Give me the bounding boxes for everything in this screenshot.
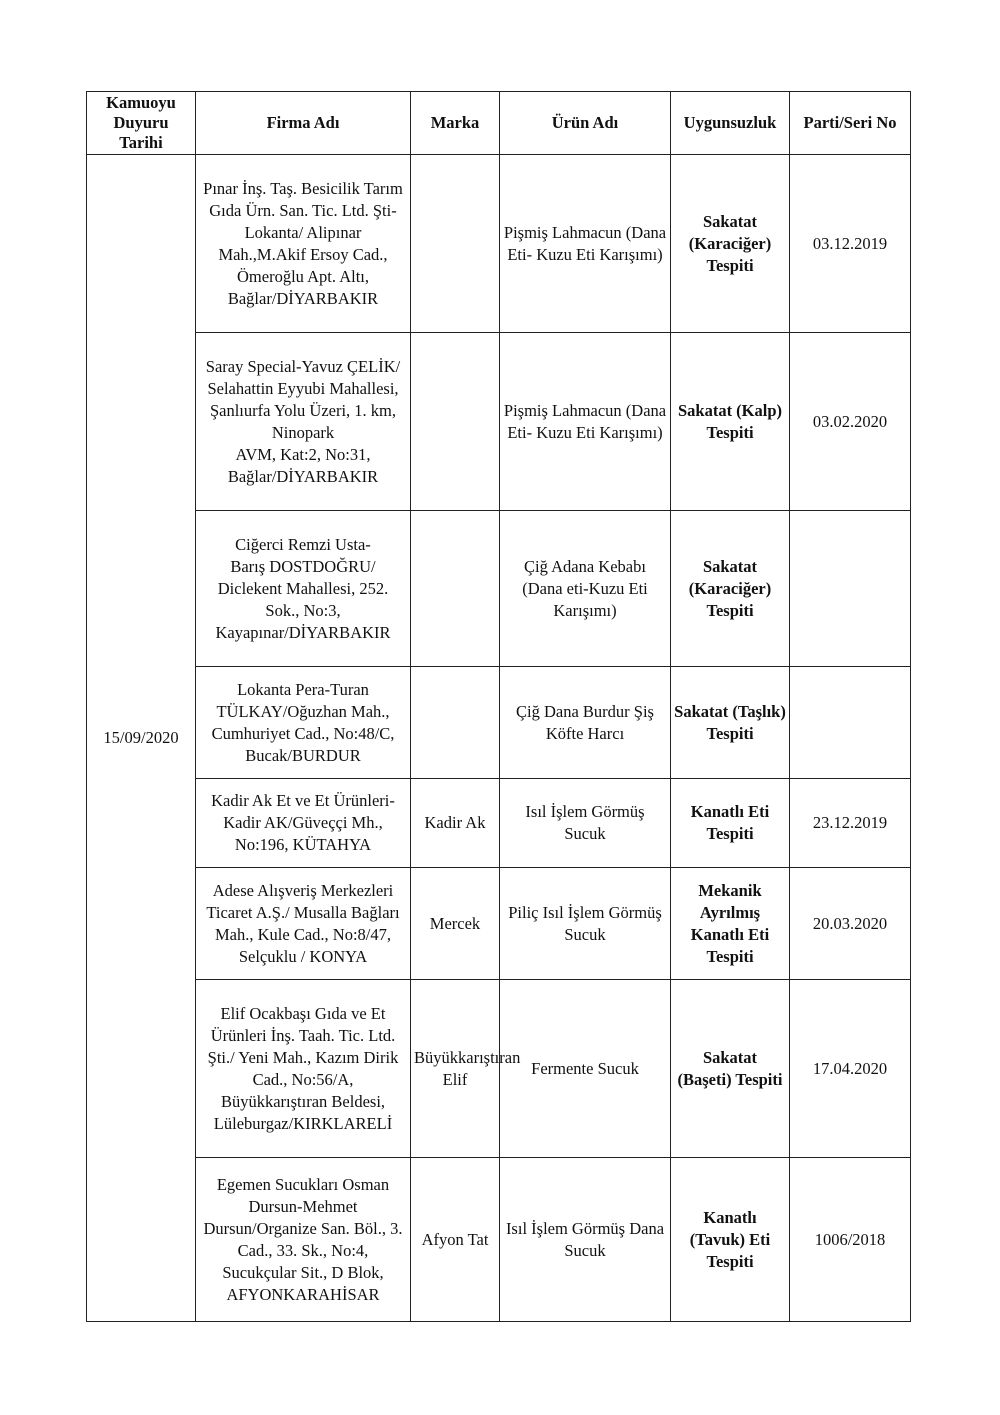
table-row <box>87 980 911 1158</box>
table-row <box>87 333 911 511</box>
brand-cell: Kadir Ak <box>411 779 500 868</box>
brand-cell <box>411 333 500 511</box>
product-cell: Fermente Sucuk <box>500 980 671 1158</box>
firm-cell: Lokanta Pera-Turan TÜLKAY/Oğuzhan Mah., Cumhuriyet Cad., No:48/C, Bucak/BURDUR <box>196 667 411 779</box>
table-row <box>87 868 911 980</box>
brand-cell: Afyon Tat <box>411 1158 500 1322</box>
header-nonconformity: Uygunsuzluk <box>671 92 790 155</box>
table-row <box>87 1158 911 1322</box>
firm-cell: Egemen Sucukları Osman Dursun-Mehmet Dursun/Organize San. Böl., 3. Cad., 33. Sk., No:4, Sucukçular Sit., D Blok, AFYONKARAHİSAR <box>196 1158 411 1322</box>
product-cell: Isıl İşlem Görmüş Dana Sucuk <box>500 1158 671 1322</box>
firm-cell: Adese Alışveriş Merkezleri Ticaret A.Ş./ Musalla Bağları Mah., Kule Cad., No:8/47, Selçuklu / KONYA <box>196 868 411 980</box>
firm-cell: Ciğerci Remzi Usta- Barış DOSTDOĞRU/ Diclekent Mahallesi, 252. Sok., No:3, Kayapınar/DİYARBAKIR <box>196 511 411 667</box>
table-row <box>87 511 911 667</box>
product-cell: Çiğ Dana Burdur Şiş Köfte Harcı <box>500 667 671 779</box>
header-product-name: Ürün Adı <box>500 92 671 155</box>
firm-cell: Saray Special-Yavuz ÇELİK/ Selahattin Eyyubi Mahallesi, Şanlıurfa Yolu Üzeri, 1. km, Ninopark AVM, Kat:2, No:31, Bağlar/DİYARBAKIR <box>196 333 411 511</box>
product-cell: Piliç Isıl İşlem Görmüş Sucuk <box>500 868 671 980</box>
brand-cell: Büyükkarıştıran Elif <box>411 980 500 1158</box>
lot-cell: 17.04.2020 <box>790 980 911 1158</box>
brand-cell <box>411 511 500 667</box>
table-row <box>87 667 911 779</box>
lot-cell: 23.12.2019 <box>790 779 911 868</box>
header-firm-name: Firma Adı <box>196 92 411 155</box>
nonconformity-cell: Kanatlı Eti Tespiti <box>671 779 790 868</box>
product-cell: Çiğ Adana Kebabı (Dana eti-Kuzu Eti Karışımı) <box>500 511 671 667</box>
announcement-date-cell: 15/09/2020 <box>87 155 196 1322</box>
brand-cell <box>411 155 500 333</box>
lot-cell: 1006/2018 <box>790 1158 911 1322</box>
firm-cell: Elif Ocakbaşı Gıda ve Et Ürünleri İnş. Taah. Tic. Ltd. Şti./ Yeni Mah., Kazım Dirik Cad., No:56/A, Büyükkarıştıran Beldesi, Lüleburgaz/KIRKLARELİ <box>196 980 411 1158</box>
product-cell: Isıl İşlem Görmüş Sucuk <box>500 779 671 868</box>
nonconformity-cell: Sakatat (Karaciğer) Tespiti <box>671 511 790 667</box>
lot-cell <box>790 667 911 779</box>
table-row <box>87 155 911 333</box>
nonconformity-cell: Sakatat (Karaciğer) Tespiti <box>671 155 790 333</box>
lot-cell: 20.03.2020 <box>790 868 911 980</box>
firm-cell: Pınar İnş. Taş. Besicilik Tarım Gıda Ürn. San. Tic. Ltd. Şti-Lokanta/ Alipınar Mah.,M.Akif Ersoy Cad., Ömeroğlu Apt. Altı, Bağlar/DİYARBAKIR <box>196 155 411 333</box>
lot-cell <box>790 511 911 667</box>
header-brand: Marka <box>411 92 500 155</box>
nonconformity-cell: Sakatat (Başeti) Tespiti <box>671 980 790 1158</box>
lot-cell: 03.12.2019 <box>790 155 911 333</box>
nonconformity-cell: Kanatlı (Tavuk) Eti Tespiti <box>671 1158 790 1322</box>
brand-cell <box>411 667 500 779</box>
product-cell: Pişmiş Lahmacun (Dana Eti- Kuzu Eti Karışımı) <box>500 155 671 333</box>
lot-cell: 03.02.2020 <box>790 333 911 511</box>
brand-cell: Mercek <box>411 868 500 980</box>
table-row <box>87 779 911 868</box>
table-header-row <box>87 92 911 155</box>
nonconformity-cell: Sakatat (Taşlık) Tespiti <box>671 667 790 779</box>
nonconformity-cell: Mekanik Ayrılmış Kanatlı Eti Tespiti <box>671 868 790 980</box>
product-cell: Pişmiş Lahmacun (Dana Eti- Kuzu Eti Karışımı) <box>500 333 671 511</box>
nonconformity-table <box>86 91 911 1322</box>
header-announcement-date: Kamuoyu Duyuru Tarihi <box>87 92 196 155</box>
nonconformity-cell: Sakatat (Kalp) Tespiti <box>671 333 790 511</box>
firm-cell: Kadir Ak Et ve Et Ürünleri-Kadir AK/Güveççi Mh., No:196, KÜTAHYA <box>196 779 411 868</box>
header-lot-number: Parti/Seri No <box>790 92 911 155</box>
